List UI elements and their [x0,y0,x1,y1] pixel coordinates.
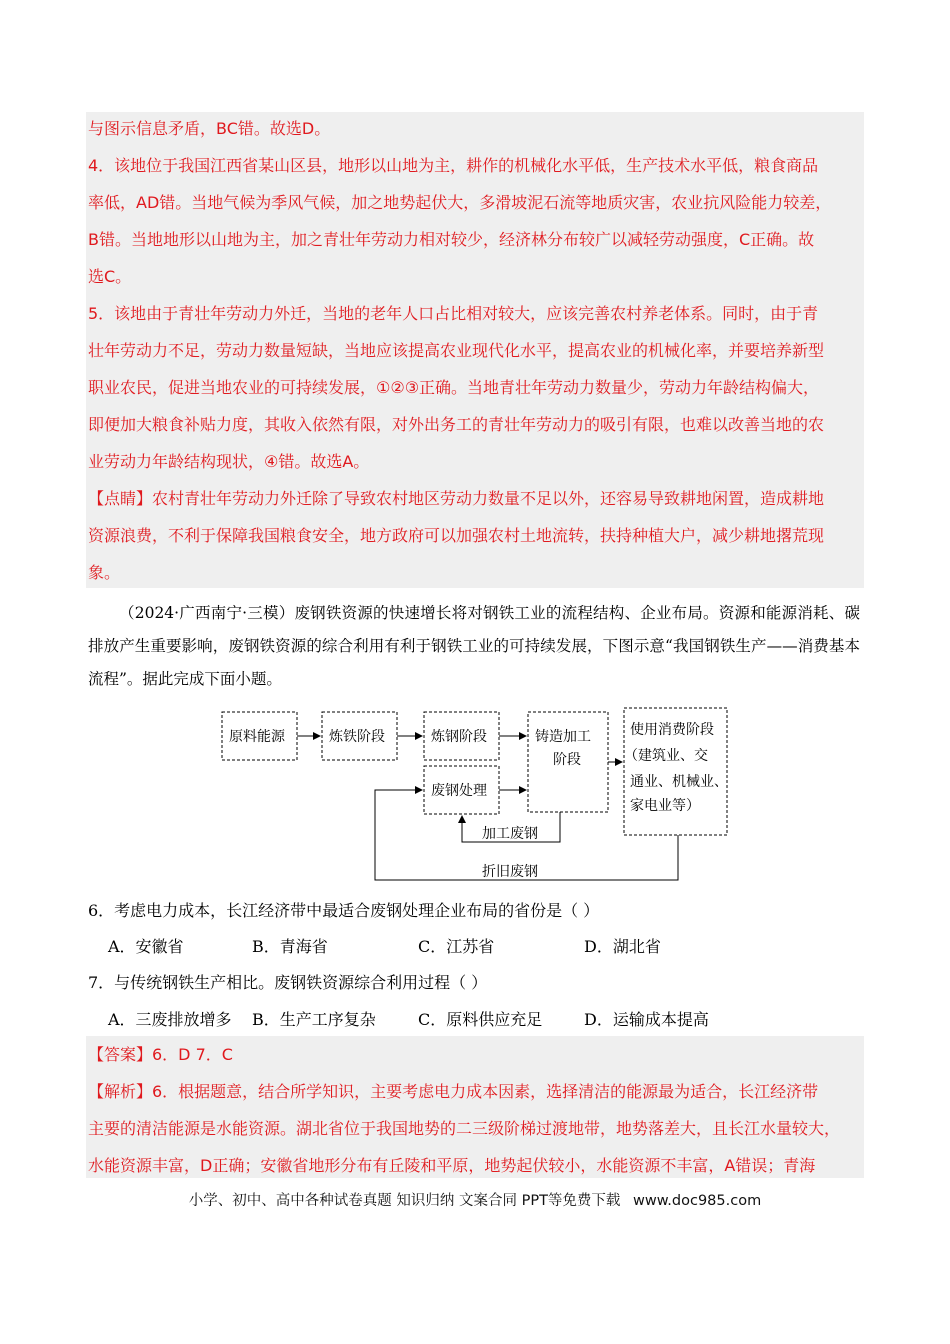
box-iron-stage-label: 炼铁阶段 [329,729,385,745]
analysis-line: 【解析】6．根据题意，结合所学知识，主要考虑电力成本因素，选择清洁的能源最为适合，长江经济带 [88,1082,819,1101]
q7-option-b[interactable]: B．生产工序复杂 [252,1010,376,1029]
answer-key-line: 【答案】6．D 7．C [88,1045,233,1064]
label-process-scrap: 加工废钢 [482,826,538,842]
steel-flow-diagram [210,704,740,884]
page-footer [0,1189,950,1210]
analysis-line: 主要的清洁能源是水能资源。湖北省位于我国地势的二三级阶梯过渡地带，地势落差大，且长江水量较大， [88,1119,841,1138]
box-cast-stage-label-2: 阶段 [553,752,581,768]
box-raw-energy-label: 原料能源 [229,729,285,745]
q6-option-d[interactable]: D．湖北省 [584,937,661,956]
answer-line: B错。当地地形以山地为主，加之青壮年劳动力相对较少，经济林分布较广以减轻劳动强度，C正确。故 [88,230,815,249]
answer-line: 率低，AD错。当地气候为季风气候，加之地势起伏大，多滑坡泥石流等地质灾害，农业抗风险能力较差， [88,193,832,212]
box-use-stage-label-3: 通业、机械业、 [630,774,728,790]
box-use-stage-label-2: （建筑业、交 [624,748,708,764]
answer-line: 象。 [88,563,121,582]
q7-option-d[interactable]: D．运输成本提高 [584,1010,709,1029]
box-steel-stage-label: 炼钢阶段 [431,729,487,745]
q6-option-b[interactable]: B．青海省 [252,937,328,956]
q6-option-a[interactable]: A．安徽省 [108,937,184,956]
q7-option-a[interactable]: A．三废排放增多 [108,1010,232,1029]
q6-option-c[interactable]: C．江苏省 [418,937,495,956]
question-7-stem: 7．与传统钢铁生产相比。废钢铁资源综合利用过程（ ） [88,973,488,992]
answer-line: 与图示信息矛盾，BC错。故选D。 [88,119,331,138]
footer-link[interactable]: www.doc985.com [633,1193,762,1209]
label-old-scrap: 折旧废钢 [482,864,538,880]
box-scrap-process-label: 废钢处理 [431,783,487,799]
box-cast-stage-label: 铸造加工 [535,729,591,745]
answer-line: 资源浪费，不利于保障我国粮食安全，地方政府可以加强农村土地流转，扶持种植大户，减少耕地撂荒现 [88,526,825,545]
answer-explanation-block-2 [88,1036,860,1184]
answer-line: 【点睛】农村青壮年劳动力外迁除了导致农村地区劳动力数量不足以外，还容易导致耕地闲置，造成耕地 [88,489,825,508]
answer-line: 4．该地位于我国江西省某山区县，地形以山地为主，耕作的机械化水平低，生产技术水平低，粮食商品 [88,156,819,175]
analysis-line: 水能资源丰富，D正确；安徽省地形分布有丘陵和平原，地势起伏较小，水能资源不丰富，A错误；青海 [88,1156,816,1175]
answer-line: 5．该地由于青壮年劳动力外迁，当地的老年人口占比相对较大，应该完善农村养老体系。同时，由于青 [88,304,819,323]
question-intro [88,597,860,696]
answer-line: 壮年劳动力不足，劳动力数量短缺，当地应该提高农业现代化水平，提高农业的机械化率，并要培养新型 [88,341,825,360]
answer-line: 职业农民，促进当地农业的可持续发展，①②③正确。当地青壮年劳动力数量少，劳动力年龄结构偏大， [88,378,820,397]
question-6-stem: 6．考虑电力成本，长江经济带中最适合废钢处理企业布局的省份是（ ） [88,901,600,920]
answer-explanation-block [88,110,860,591]
q7-option-c[interactable]: C．原料供应充足 [418,1010,543,1029]
answer-line: 业劳动力年龄结构现状，④错。故选A。 [88,452,370,471]
box-use-stage-label-4: 家电业等） [630,798,700,814]
footer-text: 小学、初中、高中各种试卷真题 知识归纳 文案合同 PPT等免费下载 [188,1193,621,1209]
intro-text: （2024·广西南宁·三模）废钢铁资源的快速增长将对钢铁工业的流程结构、企业布局。资源和能源消耗、碳排放产生重要影响，废钢铁资源的综合利用有利于钢铁工业的可持续发展，下图示意“我国钢铁生产——消费基本流程”。据此完成下面小题。 [88,604,860,688]
answer-line: 选C。 [88,267,132,286]
answer-line: 即便加大粮食补贴力度，其收入依然有限，对外出务工的青壮年劳动力的吸引有限，也难以改善当地的农 [88,415,825,434]
box-use-stage-label: 使用消费阶段 [630,722,714,738]
